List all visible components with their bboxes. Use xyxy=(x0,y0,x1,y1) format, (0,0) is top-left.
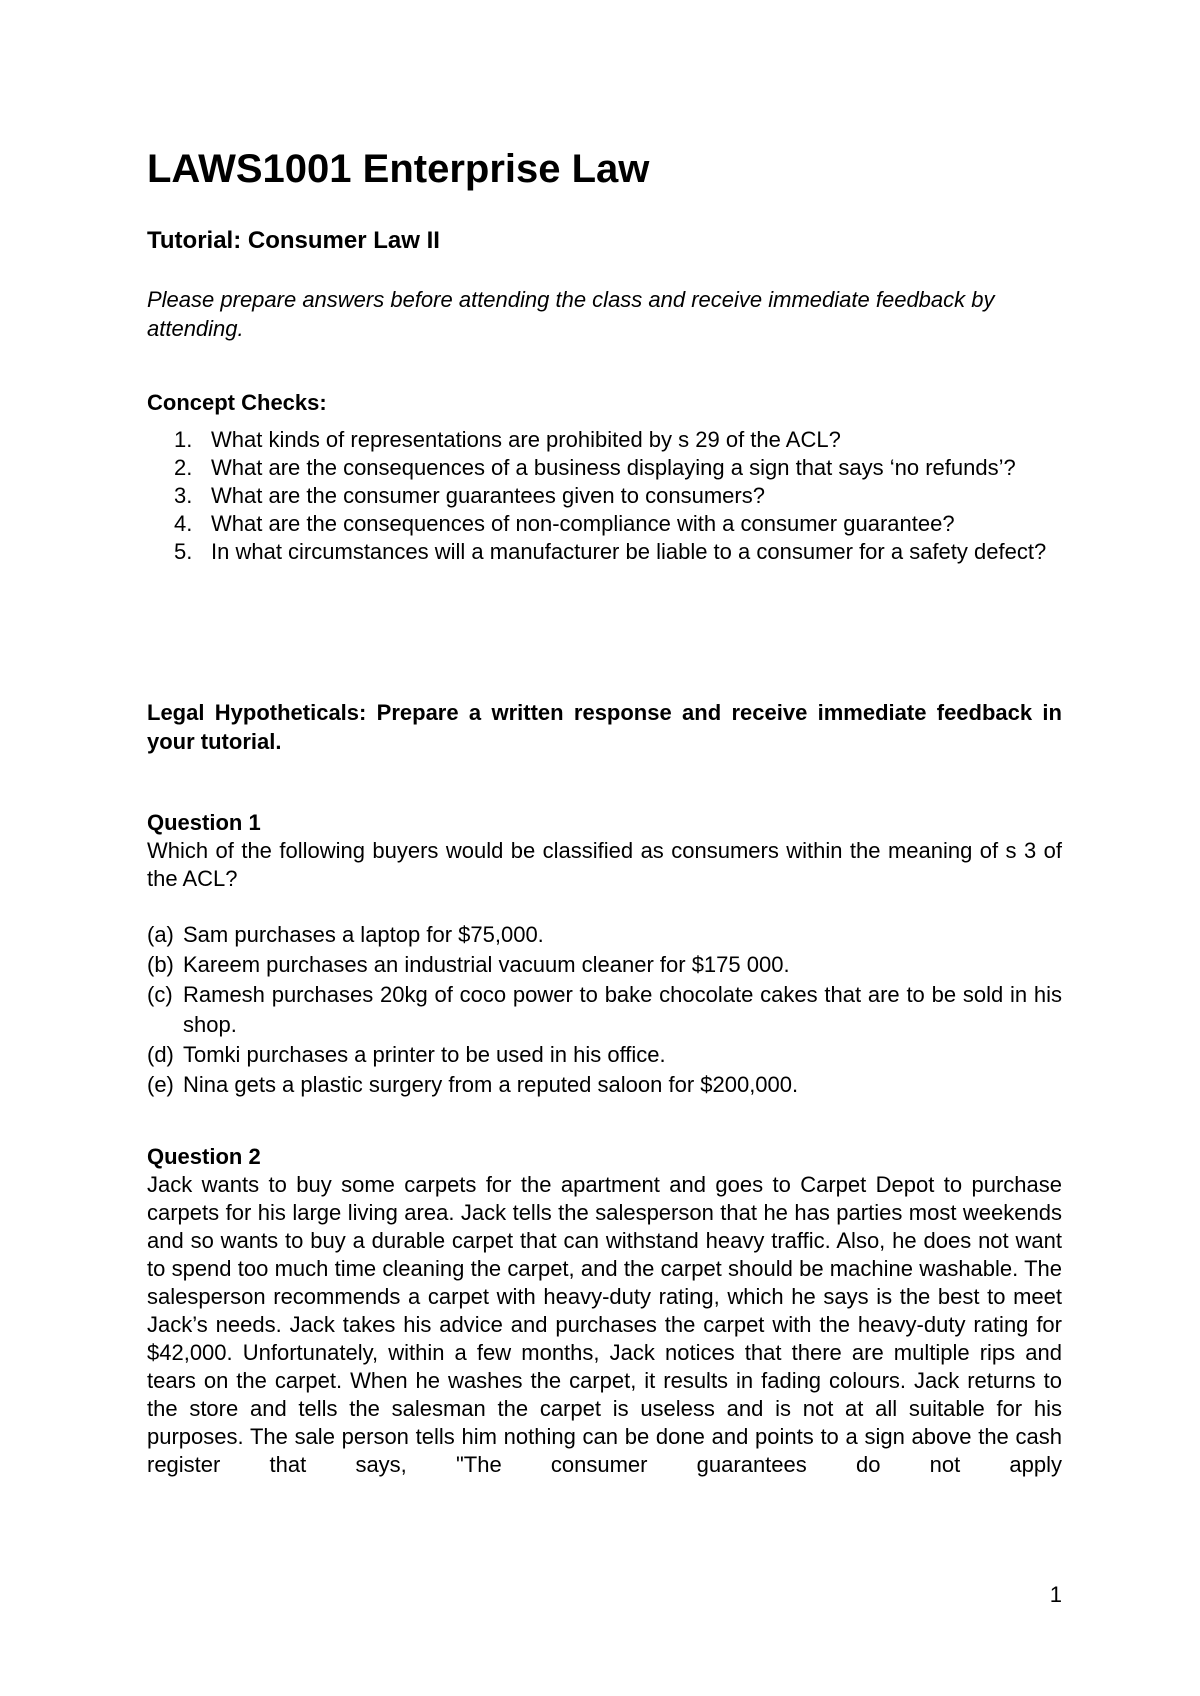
list-item xyxy=(147,950,1062,980)
question-2-body: Jack wants to buy some carpets for the apartment and goes to Carpet Depot to purchase carpets for his large living area. Jack tells the salesperson that he has parties most weekends and so wants to buy a durable carpet that can withstand heavy traffic. Also, he does not want to spend too much time cleaning the carpet, and the carpet should be machine washable. The salesperson recommends a carpet with heavy-duty rating, which he says is the best to meet Jack’s needs. Jack takes his advice and purchases the carpet with the heavy-duty rating for $42,000. Unfortunately, within a few months, Jack notices that there are multiple rips and tears on the carpet. When he washes the carpet, it results in fading colours. Jack returns to the store and tells the salesman the carpet is useless and is not at all suitable for his purposes. The sale person tells him nothing can be done and points to a sign above the cash register that says, "The consumer guarantees do not apply xyxy=(147,1172,1062,1477)
question-1-options xyxy=(147,920,1062,1100)
option-text: Nina gets a plastic surgery from a reputed saloon for $200,000. xyxy=(183,1072,799,1097)
list-item xyxy=(147,1070,1062,1100)
legal-hypotheticals-heading: Legal Hypotheticals: Prepare a written response and receive immediate feedback in your tutorial. xyxy=(147,700,1062,754)
intro-instructions: Please prepare answers before attending the class and receive immediate feedback by attending. xyxy=(147,287,995,341)
document-title: LAWS1001 Enterprise Law xyxy=(147,147,650,191)
question-1-heading: Question 1 xyxy=(147,810,261,835)
list-item xyxy=(147,538,1062,566)
option-letter: (c) xyxy=(147,982,173,1007)
option-text: Ramesh purchases 20kg of coco power to bake chocolate cakes that are to be sold in his shop. xyxy=(183,982,1062,1037)
list-item xyxy=(147,920,1062,950)
item-number: 5. xyxy=(174,539,193,564)
concept-checks-list xyxy=(147,426,1062,566)
list-item xyxy=(147,1040,1062,1070)
tutorial-subtitle: Tutorial: Consumer Law II xyxy=(147,227,440,254)
item-text: What are the consequences of non-compliance with a consumer guarantee? xyxy=(211,511,955,536)
page-number: 1 xyxy=(1049,1582,1062,1607)
list-item xyxy=(147,454,1062,482)
question-2-heading: Question 2 xyxy=(147,1144,261,1169)
list-item xyxy=(147,980,1062,1040)
option-text: Kareem purchases an industrial vacuum cleaner for $175 000. xyxy=(183,952,790,977)
option-letter: (a) xyxy=(147,922,174,947)
item-number: 2. xyxy=(174,455,193,480)
option-text: Tomki purchases a printer to be used in his office. xyxy=(183,1042,666,1067)
item-number: 1. xyxy=(174,427,193,452)
option-text: Sam purchases a laptop for $75,000. xyxy=(183,922,544,947)
item-text: In what circumstances will a manufacturer be liable to a consumer for a safety defect? xyxy=(211,539,1047,564)
item-number: 3. xyxy=(174,483,193,508)
concept-checks-heading: Concept Checks: xyxy=(147,390,327,415)
item-text: What are the consumer guarantees given to consumers? xyxy=(211,483,765,508)
item-text: What are the consequences of a business displaying a sign that says ‘no refunds’? xyxy=(211,455,1016,480)
list-item xyxy=(147,510,1062,538)
list-item xyxy=(147,426,1062,454)
item-text: What kinds of representations are prohibited by s 29 of the ACL? xyxy=(211,427,841,452)
option-letter: (e) xyxy=(147,1072,174,1097)
item-number: 4. xyxy=(174,511,193,536)
document-page xyxy=(147,0,1062,1696)
option-letter: (d) xyxy=(147,1042,174,1067)
option-letter: (b) xyxy=(147,952,174,977)
question-1-body: Which of the following buyers would be classified as consumers within the meaning of s 3 of the ACL? xyxy=(147,838,1062,891)
list-item xyxy=(147,482,1062,510)
